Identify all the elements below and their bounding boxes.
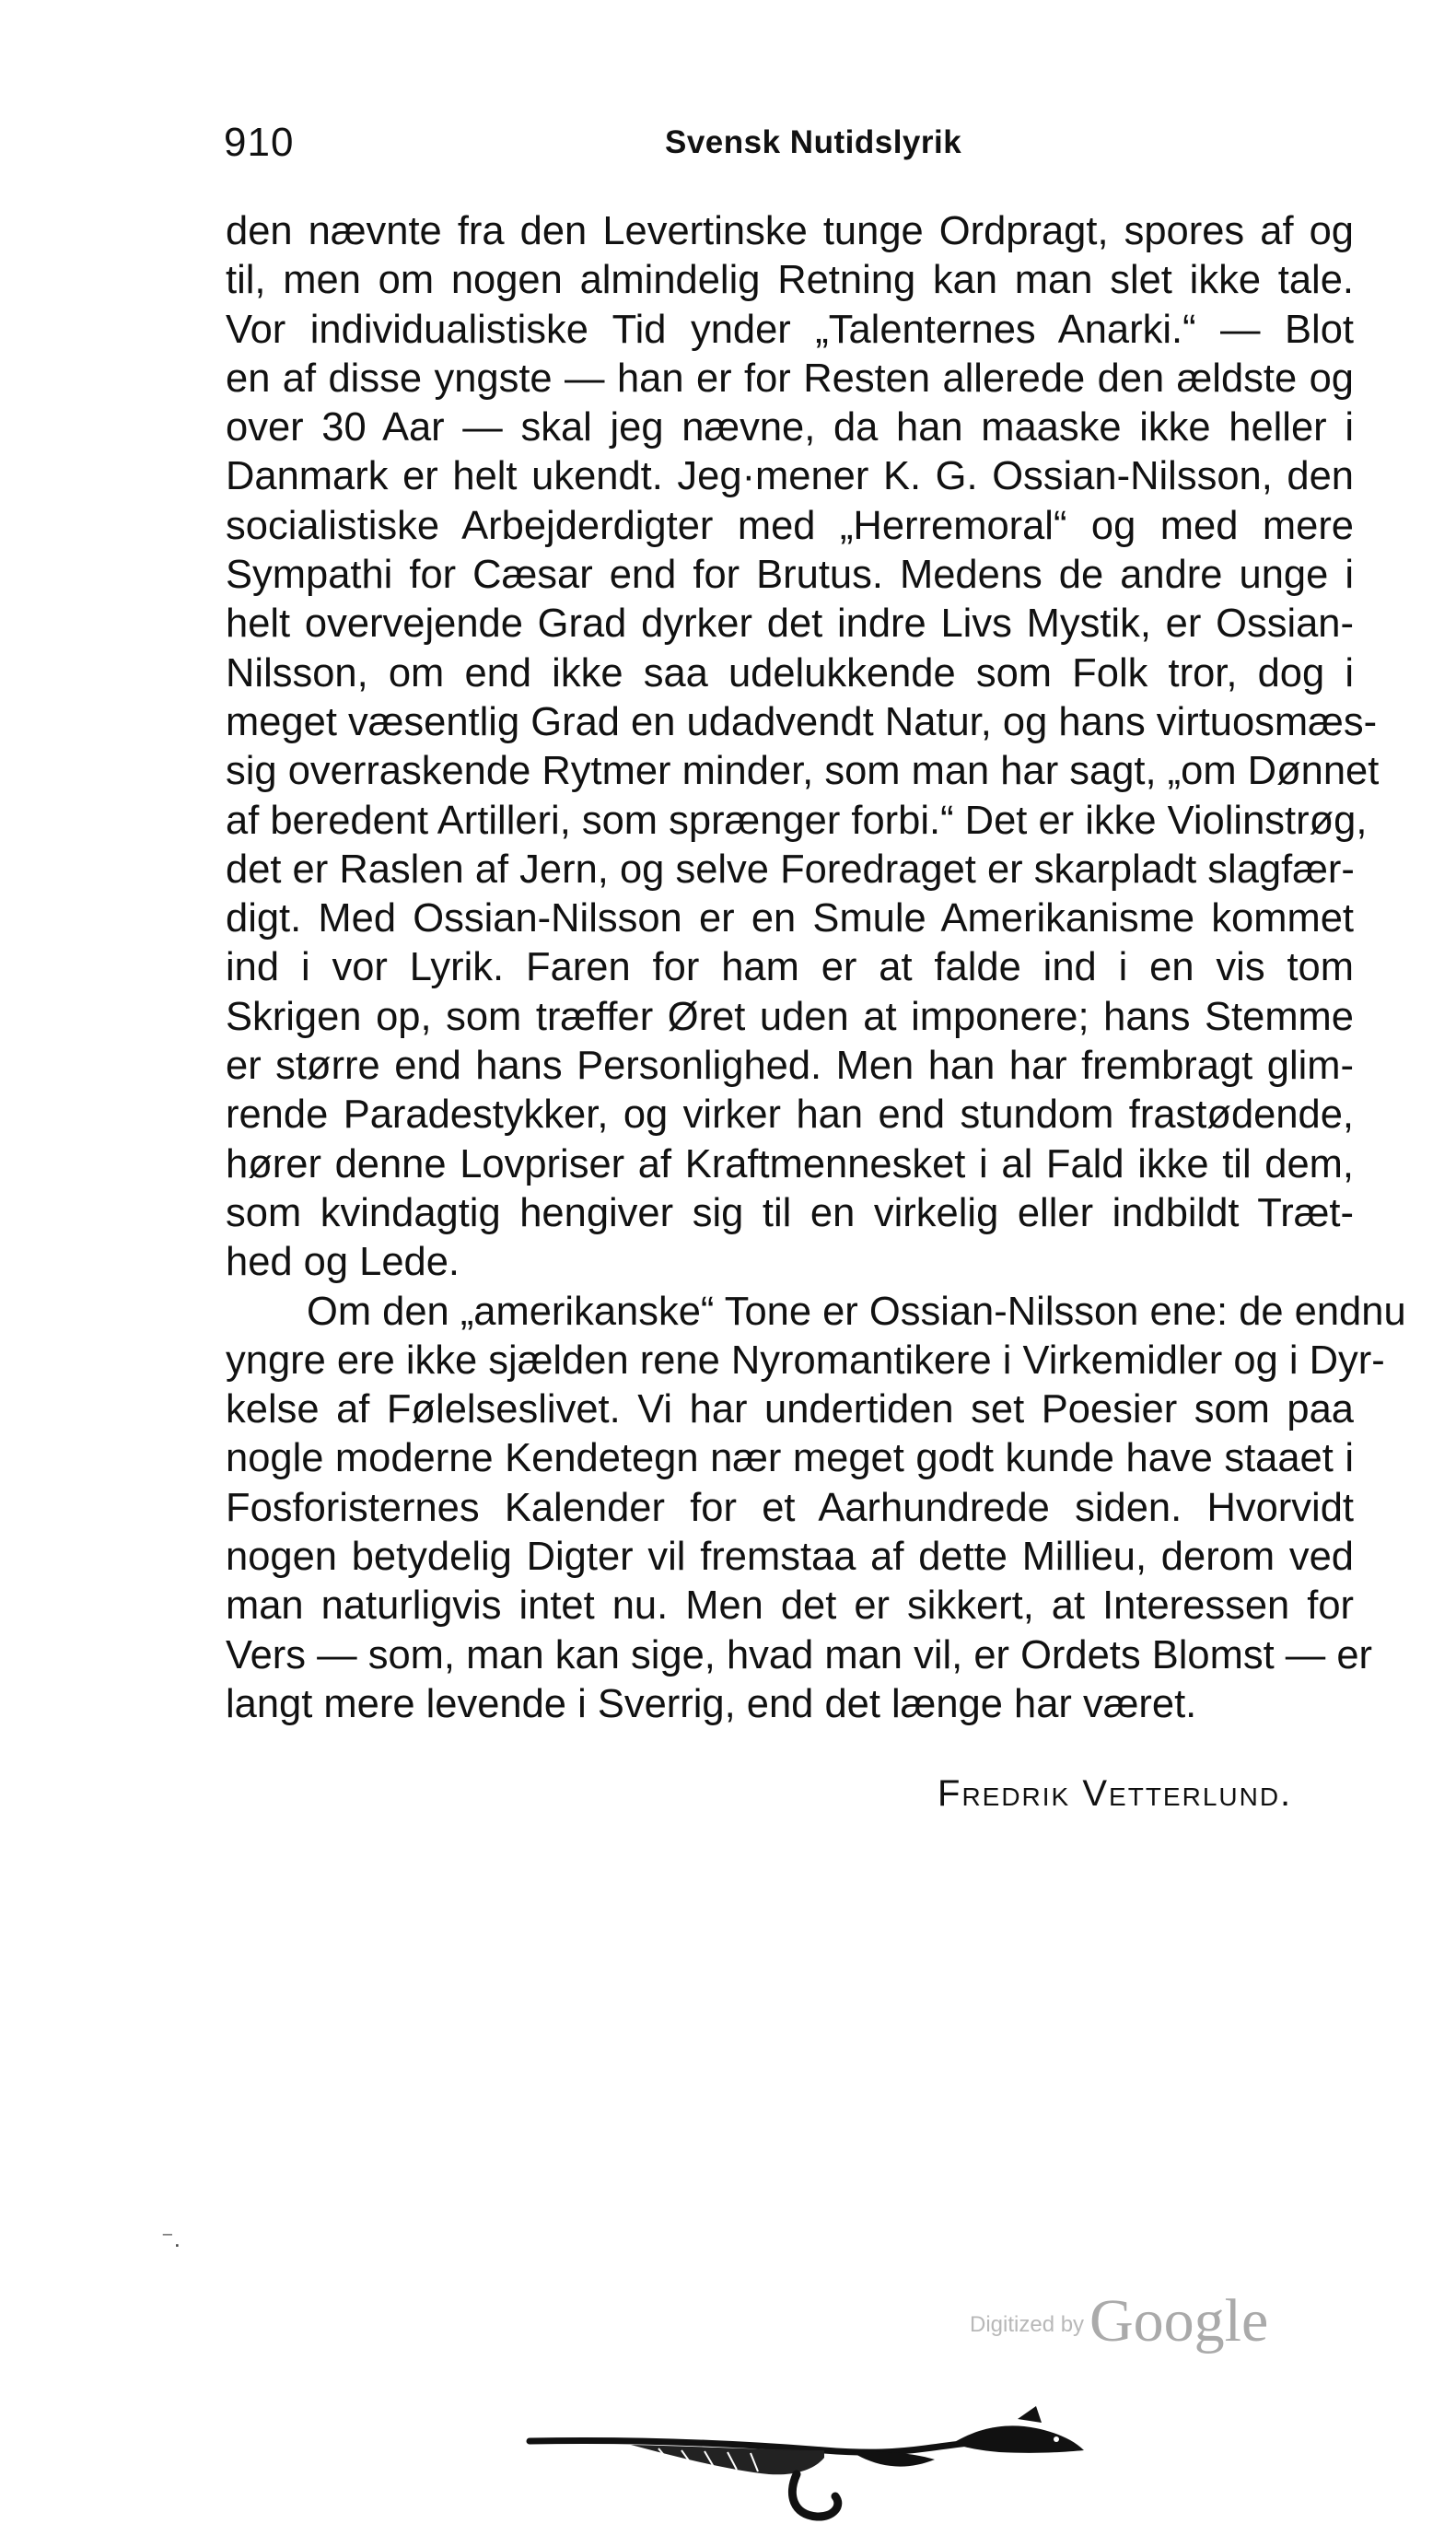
text-line: socialistiske Arbejderdigter med „Herremoral“ og med mere [226,503,1354,548]
text-line: til, men om nogen almindelig Retning kan man slet ikke tale. [226,258,1354,303]
text-line: helt overvejende Grad dyrker det indre Livs Mystik, er Ossian- [226,602,1354,647]
text-line: nogen betydelig Digter vil fremstaa af dette Millieu, derom ved [226,1535,1354,1580]
text-line: som kvindagtig hengiver sig til en virkelig eller indbildt Træt- [226,1190,1354,1235]
text-line: yngre ere ikke sjælden rene Nyromantikere i Virkemidler og i Dyr- [226,1338,1385,1383]
running-title: Svensk Nutidslyrik [665,124,962,160]
text-line: digt. Med Ossian-Nilsson er en Smule Amerikanisme kommet [226,896,1354,941]
google-watermark: Google [1089,2287,1269,2355]
text-line: ind i vor Lyrik. Faren for ham er at falde ind i en vis tom [226,945,1354,990]
text-line: sig overraskende Rytmer minder, som man har sagt, „om Dønnet [226,749,1380,794]
text-line: den nævnte fra den Levertinske tunge Ordpragt, spores af og [226,209,1354,253]
text-line: hører denne Lovpriser af Kraftmennesket i al Fald ikke til dem, [226,1141,1354,1186]
text-line: Vor individualistiske Tid ynder „Talenternes Anarki.“ — Blot [226,307,1354,352]
body-text [226,207,1406,1729]
text-line: Fosforisternes Kalender for et Aarhundrede siden. Hvorvidt [226,1485,1354,1530]
text-line: Skrigen op, som træffer Øret uden at imponere; hans Stemme [226,994,1354,1039]
text-line: rende Paradestykker, og virker han end stundom frastødende, [226,1093,1354,1138]
text-line: Om den „amerikanske“ Tone er Ossian-Nilsson ene: de endnu [307,1289,1406,1334]
author-signature [938,1773,1292,1815]
text-line: en af disse yngste — han er for Resten allerede den ældste og [226,356,1354,401]
signature-first-rest: redrik [961,1773,1071,1814]
text-line: det er Raslen af Jern, og selve Foredraget er skarpladt slagfær- [226,847,1355,892]
page-number: 910 [224,120,295,165]
text-line: man naturligvis intet nu. Men det er sikkert, at Interessen for [226,1583,1354,1629]
text-line: kelse af Følelseslivet. Vi har undertiden set Poesier som paa [226,1387,1354,1432]
stray-mark: ⁻. [161,2225,181,2252]
text-line: nogle moderne Kendetegn nær meget godt kunde have staaet i [226,1436,1354,1481]
text-line: over 30 Aar — skal jeg nævne, da han maaske ikke heller i [226,405,1354,450]
digitized-by-label: Digitized by [970,2312,1085,2337]
text-line: meget væsentlig Grad en udadvendt Natur, og hans virtuosmæs- [226,699,1378,744]
text-line: langt mere levende i Sverrig, end det længe har været. [226,1681,1197,1726]
signature-first-initial: F [938,1773,962,1814]
text-line: er større end hans Personlighed. Men han har frembragt glim- [226,1044,1354,1089]
text-line: Sympathi for Cæsar end for Brutus. Medens de andre unge i [226,553,1354,598]
signature-last-rest: etterlund. [1109,1773,1293,1814]
text-line: Vers — som, man kan sige, hvad man vil, er Ordets Blomst — er [226,1632,1373,1677]
signature-last-initial: V [1082,1773,1110,1814]
text-line: Nilsson, om end ikke saa udelukkende som Folk tror, dog i [226,650,1354,695]
text-line: hed og Lede. [226,1240,460,1285]
text-line: af beredent Artilleri, som sprænger forbi.“ Det er ikke Violinstrøg, [226,798,1368,843]
fish-ornament-icon [520,2386,1091,2524]
text-line: Danmark er helt ukendt. Jeg·mener K. G. Ossian-Nilsson, den [226,454,1354,499]
